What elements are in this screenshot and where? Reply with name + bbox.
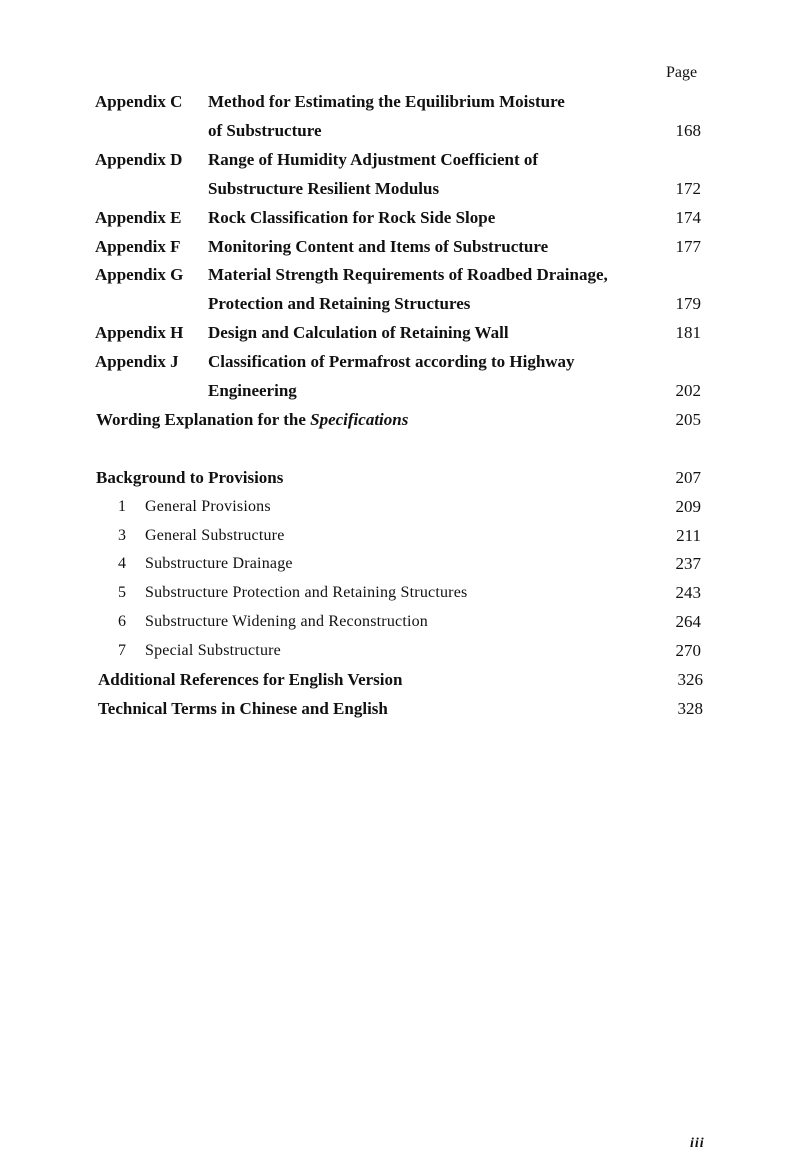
page-folio: iii — [690, 1136, 705, 1151]
toc-entry-appendix-h[interactable] — [0, 323, 790, 349]
appendix-title: Material Strength Requirements of Roadbed Drainage, — [208, 265, 608, 284]
toc-subentry[interactable] — [0, 641, 790, 667]
appendix-title: Method for Estimating the Equilibrium Moisture — [208, 92, 565, 111]
appendix-label: Appendix D — [95, 150, 183, 169]
page-number: 211 — [676, 526, 701, 545]
toc-entry-technical-terms[interactable] — [0, 699, 790, 725]
toc-entry-appendix-e[interactable] — [0, 208, 790, 234]
toc-subentry[interactable] — [0, 497, 790, 523]
toc-entry-appendix-c[interactable] — [0, 92, 790, 118]
page-number: 202 — [675, 381, 701, 400]
toc-entry-background[interactable] — [0, 468, 790, 494]
toc-entry-appendix-j-cont[interactable] — [0, 381, 790, 407]
section-number: 4 — [118, 555, 126, 572]
page-number: 168 — [675, 121, 701, 140]
appendix-label: Appendix H — [95, 323, 184, 342]
section-title: Substructure Protection and Retaining Structures — [145, 584, 468, 601]
appendix-label: Appendix E — [95, 208, 182, 227]
toc-entry-appendix-g-cont[interactable] — [0, 294, 790, 320]
toc-subentry[interactable] — [0, 554, 790, 580]
toc-entry-appendix-j[interactable] — [0, 352, 790, 378]
section-title: Substructure Widening and Reconstruction — [145, 613, 429, 630]
toc-entry-wording[interactable] — [0, 410, 790, 436]
toc-subentry[interactable] — [0, 612, 790, 638]
appendix-label: Appendix C — [95, 92, 183, 111]
section-number: 3 — [118, 527, 126, 544]
page-number: 172 — [675, 179, 701, 198]
section-number: 5 — [118, 584, 126, 601]
section-number: 7 — [118, 642, 126, 659]
page-label: Page — [666, 64, 698, 81]
appendix-label: Appendix J — [95, 352, 179, 371]
appendix-title: Classification of Permafrost according to Highway — [208, 352, 575, 371]
toc-entry-additional-references[interactable] — [0, 670, 790, 696]
appendix-label: Appendix F — [95, 237, 181, 256]
wording-prefix: Wording Explanation for the — [96, 410, 311, 429]
section-title: General Provisions — [145, 498, 271, 515]
page-number: 237 — [675, 554, 701, 573]
appendix-title-cont: Protection and Retaining Structures — [208, 294, 471, 313]
section-title: Substructure Drainage — [145, 555, 293, 572]
toc-entry-appendix-g[interactable] — [0, 265, 790, 291]
section-title: Special Substructure — [145, 642, 281, 659]
toc-subentry[interactable] — [0, 583, 790, 609]
toc-entry-appendix-f[interactable] — [0, 237, 790, 263]
wording-title — [96, 410, 408, 430]
background-title: Background to Provisions — [96, 468, 284, 487]
toc-entry-appendix-d-cont[interactable] — [0, 179, 790, 205]
appendix-title-cont: of Substructure — [208, 121, 322, 140]
appendix-title: Rock Classification for Rock Side Slope — [208, 208, 496, 227]
toc-entry-appendix-d[interactable] — [0, 150, 790, 176]
wording-italic: Specifications — [310, 410, 409, 429]
page-number: 328 — [677, 699, 703, 718]
page-number: 179 — [675, 294, 701, 313]
toc-subentry[interactable] — [0, 526, 790, 552]
page-number: 174 — [675, 208, 701, 227]
page-number: 270 — [675, 641, 701, 660]
page-number: 205 — [675, 410, 701, 429]
page-number: 177 — [675, 237, 701, 256]
page-number: 207 — [675, 468, 701, 487]
page-number: 326 — [677, 670, 703, 689]
additional-title: Additional References for English Version — [98, 670, 403, 689]
page-number: 243 — [675, 583, 701, 602]
section-number: 6 — [118, 613, 126, 630]
page-number: 181 — [675, 323, 701, 342]
appendix-title: Design and Calculation of Retaining Wall — [208, 323, 509, 342]
terms-title: Technical Terms in Chinese and English — [98, 699, 388, 718]
section-title: General Substructure — [145, 527, 285, 544]
appendix-title: Monitoring Content and Items of Substructure — [208, 237, 549, 256]
appendix-title-cont: Substructure Resilient Modulus — [208, 179, 440, 198]
appendix-title-cont: Engineering — [208, 381, 297, 400]
toc-entry-appendix-c-cont[interactable] — [0, 121, 790, 147]
appendix-title: Range of Humidity Adjustment Coefficient of — [208, 150, 539, 169]
section-number: 1 — [118, 498, 126, 515]
appendix-label: Appendix G — [95, 265, 184, 284]
page-number: 264 — [675, 612, 701, 631]
page-number: 209 — [675, 497, 701, 516]
